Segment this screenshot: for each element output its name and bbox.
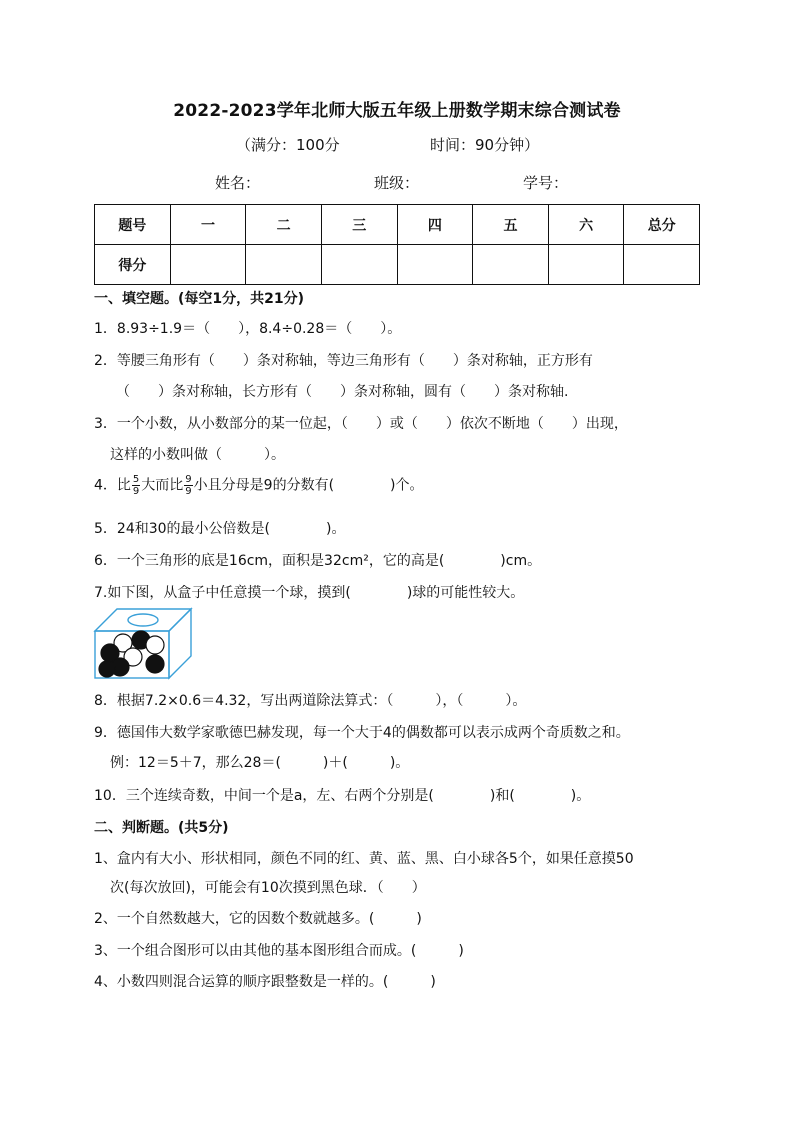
- class-label: 班级：: [374, 174, 420, 192]
- q4-prefix: 4．比: [94, 477, 131, 494]
- page-title: 2022-2023学年北师大版五年级上册数学期末综合测试卷: [173, 101, 621, 121]
- question-2-4: 4、小数四则混合运算的顺序跟整数是一样的。( ): [94, 974, 436, 990]
- fraction-denominator: 9: [132, 486, 140, 497]
- table-cell: 六: [548, 205, 624, 245]
- question-1-7: 7.如下图，从盒子中任意摸一个球，摸到( )球的可能性较大。: [94, 585, 525, 601]
- fraction-numerator: 9: [185, 474, 192, 485]
- fraction-numerator: 5: [132, 474, 140, 485]
- score-input-cell[interactable]: [321, 245, 397, 285]
- question-1-9a: 9．德国伟大数学家歌德巴赫发现，每一个大于4的偶数都可以表示成两个奇质数之和。: [94, 725, 630, 741]
- white-ball: [146, 636, 164, 654]
- question-2-2: 2、一个自然数越大，它的因数个数就越多。( ): [94, 911, 422, 927]
- table-cell: 总分: [624, 205, 700, 245]
- question-1-3b: 这样的小数叫做（ ）。: [110, 447, 285, 463]
- table-cell: 一: [170, 205, 246, 245]
- q4-suffix: 小且分母是9的分数有( )个。: [193, 477, 424, 494]
- question-1-4: [94, 474, 424, 497]
- ball-box-figure: [93, 607, 193, 680]
- question-1-3a: 3．一个小数，从小数部分的某一位起，（ ）或（ ）依次不断地（ ）出现，: [94, 416, 628, 432]
- table-cell: 二: [246, 205, 322, 245]
- score-input-cell[interactable]: [548, 245, 624, 285]
- score-input-cell[interactable]: [473, 245, 549, 285]
- question-1-9b: 例：12＝5＋7，那么28＝( )＋( )。: [110, 755, 410, 771]
- question-1-1: 1．8.93÷1.9＝（ ），8.4÷0.28＝（ ）。: [94, 321, 402, 337]
- question-1-10: 10．三个连续奇数，中间一个是a，左、右两个分别是( )和( )。: [94, 788, 591, 804]
- score-input-cell[interactable]: [170, 245, 246, 285]
- section-1-title: 一、填空题。(每空1分，共21分): [94, 291, 305, 307]
- fraction: [184, 474, 192, 497]
- section-2-title: 二、判断题。(共5分): [94, 820, 229, 836]
- table-row: [95, 245, 700, 285]
- question-1-5: 5．24和30的最小公倍数是( )。: [94, 521, 346, 537]
- fraction-denominator: 9: [185, 486, 192, 497]
- question-1-8: 8．根据7.2×0.6＝4.32，写出两道除法算式：（ ），（ ）。: [94, 693, 527, 709]
- table-cell: 题号: [95, 205, 171, 245]
- name-label: 姓名：: [215, 174, 261, 192]
- exam-time: 时间：90分钟）: [430, 136, 540, 154]
- full-score: （满分：100分: [236, 136, 340, 154]
- student-id-label: 学号：: [523, 174, 569, 192]
- table-row: [95, 205, 700, 245]
- score-input-cell[interactable]: [624, 245, 700, 285]
- question-2-1a: 1、盒内有大小、形状相同，颜色不同的红、黄、蓝、黑、白小球各5个，如果任意摸50: [94, 851, 634, 867]
- score-input-cell[interactable]: [397, 245, 473, 285]
- black-ball: [99, 661, 115, 677]
- score-table: [94, 204, 700, 285]
- question-2-3: 3、一个组合图形可以由其他的基本图形组合而成。( ): [94, 943, 464, 959]
- table-cell: 五: [473, 205, 549, 245]
- score-input-cell[interactable]: [246, 245, 322, 285]
- table-cell: 三: [321, 205, 397, 245]
- table-cell: 得分: [95, 245, 171, 285]
- question-1-2b: （ ）条对称轴，长方形有（ ）条对称轴，圆有（ ）条对称轴.: [116, 384, 569, 400]
- black-ball: [146, 655, 164, 673]
- question-1-2a: 2．等腰三角形有（ ）条对称轴，等边三角形有（ ）条对称轴，正方形有: [94, 353, 593, 369]
- question-1-6: 6．一个三角形的底是16cm，面积是32cm²，它的高是( )cm。: [94, 553, 542, 569]
- fraction: [132, 474, 140, 497]
- q4-middle: 大而比: [141, 477, 184, 494]
- question-2-1b: 次(每次放回)，可能会有10次摸到黑色球．（ ）: [110, 880, 426, 896]
- table-cell: 四: [397, 205, 473, 245]
